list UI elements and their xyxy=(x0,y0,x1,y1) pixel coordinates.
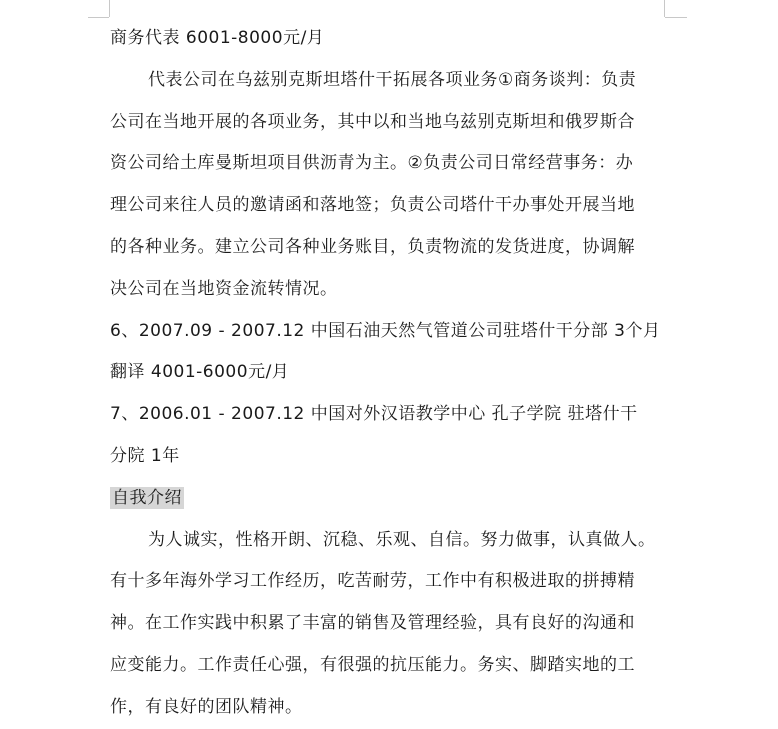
paragraph-line: 的各种业务。建立公司各种业务账目，负责物流的发货进度，协调解 xyxy=(110,236,635,257)
paragraph-line: 代表公司在乌兹别克斯坦塔什干拓展各项业务①商务谈判：负责 xyxy=(148,69,637,90)
experience-entry-line: 分院 1年 xyxy=(110,445,180,466)
section-heading-line xyxy=(110,478,666,520)
experience-entry-line: 7、2006.01 - 2007.12 中国对外汉语教学中心 孔子学院 驻塔什干 xyxy=(110,404,638,425)
paragraph-line: 公司在当地开展的各项业务，其中以和当地乌兹别克斯坦和俄罗斯合 xyxy=(110,111,635,132)
crop-mark-top-right-vertical xyxy=(664,0,665,17)
experience-entry-line: 6、2007.09 - 2007.12 中国石油天然气管道公司驻塔什干分部 3个月 xyxy=(110,320,661,341)
crop-mark-top-left-horizontal xyxy=(88,17,109,18)
job-title-salary-line: 翻译 4001-6000元/月 xyxy=(110,362,290,383)
paragraph-line: 应变能力。工作责任心强，有很强的抗压能力。务实、脚踏实地的工 xyxy=(110,654,635,675)
crop-mark-top-left-vertical xyxy=(109,0,110,17)
paragraph-line: 资公司给土库曼斯坦项目供沥青为主。②负责公司日常经营事务：办 xyxy=(110,153,634,174)
paragraph-line: 作，有良好的团队精神。 xyxy=(110,696,303,717)
paragraph-line: 为人诚实，性格开朗、沉稳、乐观、自信。努力做事，认真做人。 xyxy=(148,529,656,550)
paragraph-line: 有十多年海外学习工作经历，吃苦耐劳，工作中有积极进取的拼搏精 xyxy=(110,571,635,592)
section-heading-self-intro: 自我介绍 xyxy=(112,487,182,508)
paragraph-line: 决公司在当地资金流转情况。 xyxy=(110,278,338,299)
paragraph-line: 神。在工作实践中积累了丰富的销售及管理经验，具有良好的沟通和 xyxy=(110,613,635,634)
paragraph-line: 理公司来往人员的邀请函和落地签；负责公司塔什干办事处开展当地 xyxy=(110,195,635,216)
crop-mark-top-right-horizontal xyxy=(665,17,687,18)
job-title-salary-line: 商务代表 6001-8000元/月 xyxy=(110,28,325,48)
document-body[interactable] xyxy=(110,18,666,729)
